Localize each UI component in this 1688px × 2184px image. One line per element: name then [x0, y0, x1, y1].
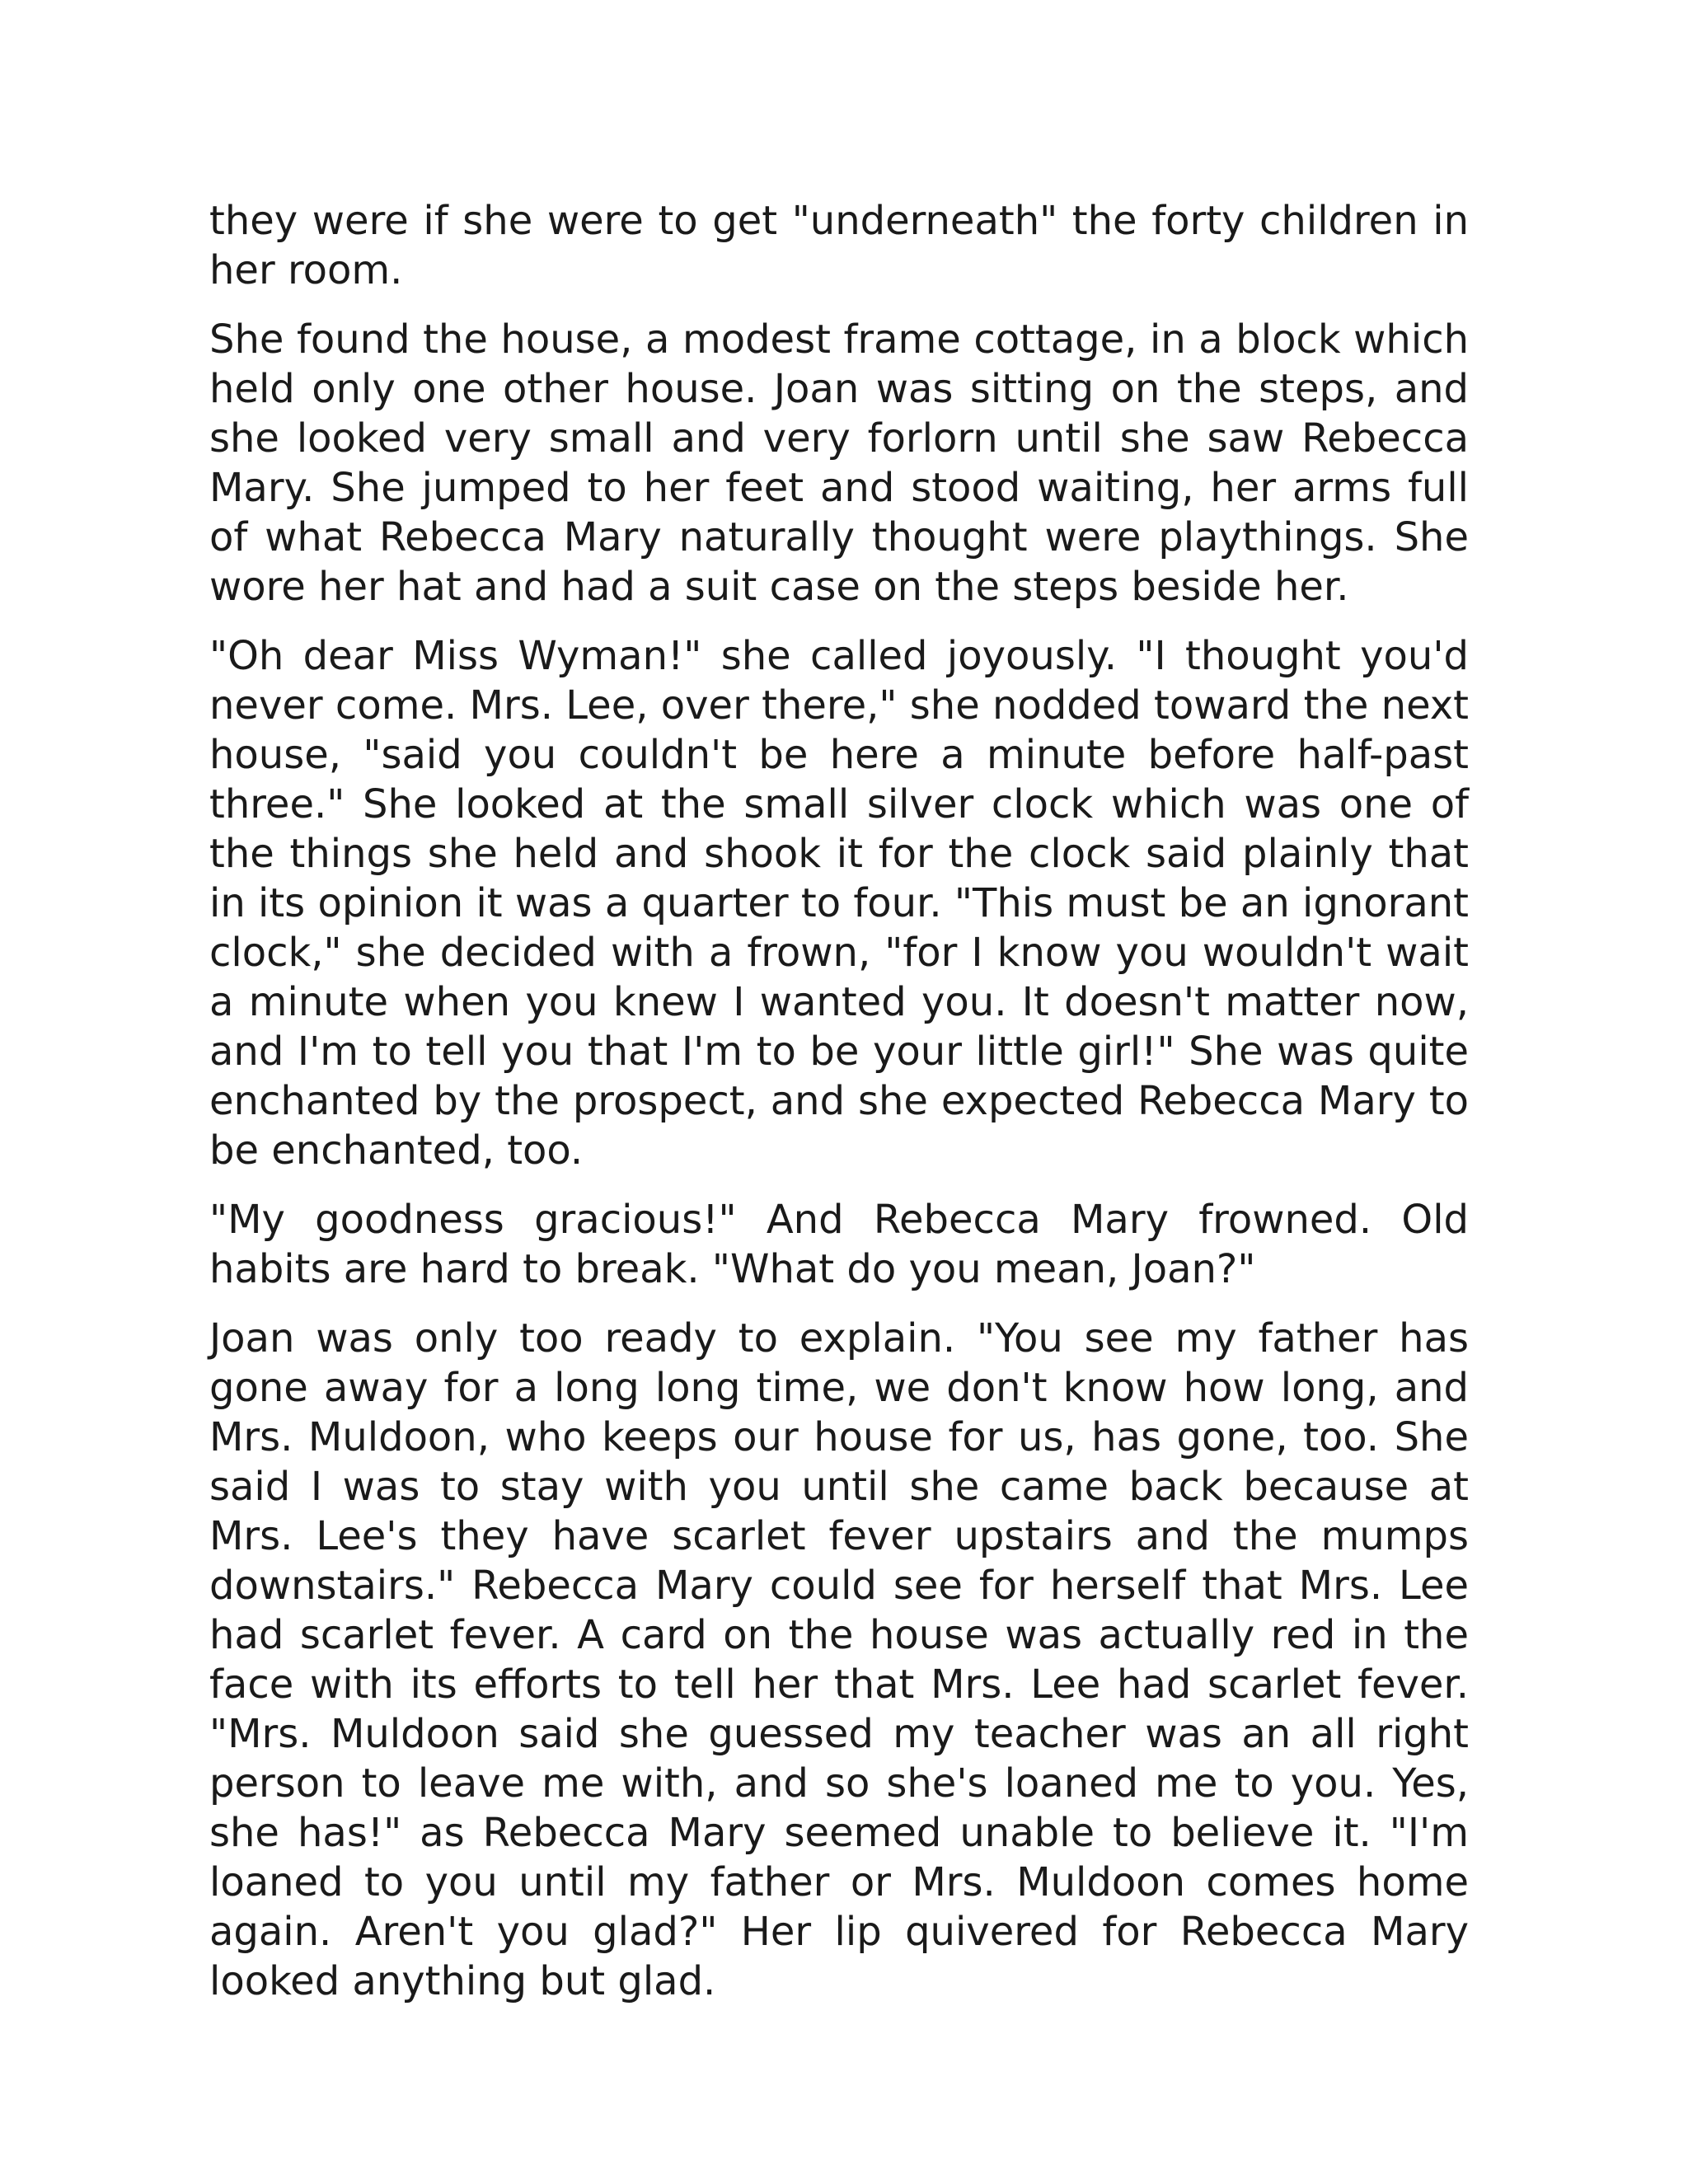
paragraph-3: "Oh dear Miss Wyman!" she called joyously. "I thought you'd never come. Mrs. Lee, over there," she nodded toward the next house, "said you couldn't be here a minute before half-past three." She looked at the small silver clock which was one of the things she held and shook it for the clock said plainly that in its opinion it was a quarter to four. "This must be an ignorant clock," she decided with a frown, "for I know you wouldn't wait a minute when you knew I wanted you. It doesn't matter now, and I'm to tell you that I'm to be your little girl!" She was quite enchanted by the prospect, and she expected Rebecca Mary to be enchanted, too.: [209, 633, 1469, 1174]
paragraph-1: they were if she were to get "underneath" the forty children in her room.: [209, 198, 1469, 293]
paragraph-2: She found the house, a modest frame cottage, in a block which held only one other house. Joan was sitting on the steps, and she looked very small and very forlorn until she saw Rebecca Mary. She jumped to her feet and stood waiting, her arms full of what Rebecca Mary naturally thought were playthings. She wore her hat and had a suit case on the steps beside her.: [209, 316, 1469, 610]
paragraph-4: "My goodness gracious!" And Rebecca Mary frowned. Old habits are hard to break. "What do you mean, Joan?": [209, 1197, 1469, 1292]
page-body: [209, 196, 1469, 2026]
paragraph-5: Joan was only too ready to explain. "You see my father has gone away for a long long time, we don't know how long, and Mrs. Muldoon, who keeps our house for us, has gone, too. She said I was to stay with you until she came back because at Mrs. Lee's they have scarlet fever upstairs and the mumps downstairs." Rebecca Mary could see for herself that Mrs. Lee had scarlet fever. A card on the house was actually red in the face with its efforts to tell her that Mrs. Lee had scarlet fever. "Mrs. Muldoon said she guessed my teacher was an all right person to leave me with, and so she's loaned me to you. Yes, she has!" as Rebecca Mary seemed unable to believe it. "I'm loaned to you until my father or Mrs. Muldoon comes home again. Aren't you glad?" Her lip quivered for Rebecca Mary looked anything but glad.: [209, 1315, 1469, 2004]
